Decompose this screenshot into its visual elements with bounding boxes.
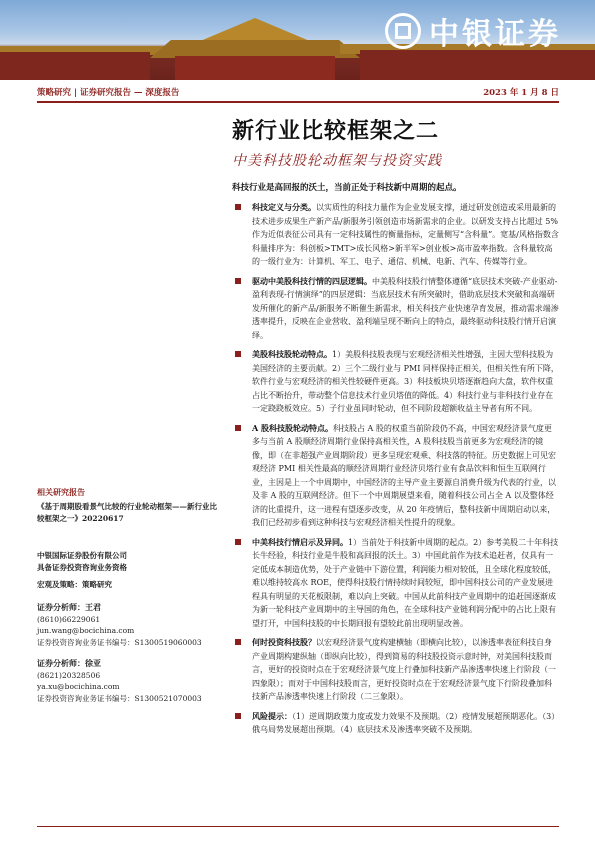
bullet-square-icon [235,351,241,357]
bullet-square-icon [235,539,241,545]
related-research [37,487,217,524]
related-heading: 相关研究报告 [37,487,85,497]
lead-summary: 科技行业是高回报的沃土，当前正处于科技新中周期的起点。 [232,183,462,193]
company-license: 具备证券投资咨询业务资格 [37,562,127,572]
bank-logo-icon [385,13,421,49]
analyst-cert: 证券投资咨询业务证书编号：S1300521070003 [37,693,202,703]
meta-divider [37,101,559,103]
bullet-item: 风险提示：（1）逆周期政策力度或发力效果不及预期。（2）疫情发展超预期恶化。（3）俄乌局势发展超出预期。（4）底层技术及渗透率突破不及预期。 [232,710,559,737]
banner-wall-left [0,52,150,80]
analyst-email[interactable]: ya.xu@bocichina.com [37,682,120,691]
header-banner [0,0,595,80]
brand-logo [385,8,595,54]
sector-label: 宏观及策略：策略研究 [37,580,112,589]
bullet-square-icon [235,713,241,719]
banner-wall-right [360,50,595,80]
summary-bullets [232,201,559,743]
company-name: 中银国际证券股份有限公司 [37,551,127,560]
bullet-square-icon [235,204,241,210]
analyst-card [37,658,217,704]
page-subtitle: 中美科技股轮动框架与投资实践 [232,153,442,169]
bullet-item: 科技定义与分类。以实质性的科技力量作为企业发展支撑，通过研发创造或采用最新的技术进步成果生产新产品/新服务引领创造市场新需求的企业。以研发支持占比超过 5%作为近似表征公司具有一定科技属性的衡量指标，定量侧写“含科量”。宽基/风格指数含科量排序为：科创板>TMT>成长风格>新半军>创业板>高市盈率指数。含科量较高的一级行业为：计算机、军工、电子、通信、机械、电新、汽车、传媒等行业。 [232,201,559,269]
banner-hall [175,56,335,80]
page-title: 新行业比较框架之二 [232,118,440,144]
bullet-square-icon [235,278,241,284]
analyst-name: 证券分析师：王君 [37,602,101,612]
analyst-email[interactable]: jun.wang@bocichina.com [37,626,135,635]
brand-name: 中银证券 [429,17,561,52]
bullet-item: 驱动中美股科技行情的四层逻辑。中美股科技股行情整体遵循“底层技术突破-产业驱动-盈利表现-行情演绎”的四层逻辑：当底层技术有所突破时，借助底层技术突破和高端研发所催化的新产品/新服务不断催生新需求，相关科技产业快速孕育发展，推动需求端渗透率提升，反映在企业营收、盈利端呈现不断向上的特点，最终驱动科技股行情开启演绎。 [232,275,559,343]
footer-divider [37,826,559,827]
bullet-item: A 股科技股轮动特点。科技股占 A 股的权重当前阶段仍不高，中国宏观经济景气度更多与当前 A 股顺经济周期行业保持高相关性，A 股科技股当前更多为宏观经济的镜像，即（在非超强产业周期阶段）更多呈现宏观乘、科技落的特征。历史数据上可见宏观经济 PMI 相关性最高的顺经济周期行业经济贝塔行业有食品饮料和恒生互联网行业，主因是上一个中周期中，中国经济的主导产业主要源自消费升级为代表的行业，以及非 A 股的互联网经济。但下一个中周期展望来看，随着科技公司占全 A 以及整体经济的比重提升，这一进程有望逐步改变，从 20 年疫情后，整科技新中周期启动以来，我们已经初步看到这种科技与宏观经济相关性提升的现象。 [232,422,559,530]
bullet-square-icon [235,639,241,645]
bullet-item: 美股科技股轮动特点。1）美股科技股表现与宏观经济相关性增强，主因大型科技股为美国经济的主要贡献。2）三个二级行业与 PMI 同样保持正相关，但相关性有所下降，软件行业与宏观经济的相关性较硬件更高。3）科技板块贝塔逐渐趋向大盘，软件权重占比不断抬升，带动整个信息技术行业贝塔值的降低。4）科技行业与非科技行业存在一定跷跷板效应。5）子行业虽同时轮动，但不同阶段超额收益主导者有所不同。 [232,348,559,416]
meta-bar [37,84,559,100]
analyst-phone: (8621)20328506 [37,670,101,680]
bullet-item: 中美科技行情启示及异同。1）当前处于科技新中周期的起点。2）参考美股二十年科技长牛经验，科技行业是牛股和高回报的沃土。3）中国此前作为技术追赶者，仅具有一定低成本制造优势，处于产业链中下游位置，利润能力相对较低，且全球化程度较低，难以维持较高水 ROE，使得科技股行情持续时间较短，即中国科技公司的产业发展进程具有明显的天花板限制，难以向上突破。中国从此前科技产业周期中的追赶国逐渐成为新一轮科技产业周期中的主导国的角色，在全球科技产业链利润分配中的占比上限有望打开，中国科技股的中长期回报有望较此前出现明显改善。 [232,536,559,631]
analyst-cert: 证券投资咨询业务证书编号：S1300519060003 [37,637,202,647]
company-info [37,550,217,591]
analyst-name: 证券分析师：徐亚 [37,658,101,668]
report-category: 策略研究 | 证券研究报告 — 深度报告 [37,88,180,98]
related-link[interactable]: 《基于周期股看景气比较的行业轮动框架——新行业比较框架之一》20220617 [37,502,217,523]
report-date: 2023 年 1 月 8 日 [483,88,559,98]
bullet-square-icon [235,425,241,431]
bullet-item: 何时投资科技股？以宏观经济景气度构建横轴（即横向比较），以渗透率表征科技自身产业周期构建纵轴（即纵向比较），得到简易的科技股投资示意时钟，对美国科技股而言，更好的投资时点在于宏观经济景气度上行叠加科技新产品渗透率快速上行阶段（一四象限）；而对于中国科技股而言，更好投资时点在于宏观经济景气度下行阶段叠加科技新产品渗透率快速上行阶段（二三象限）。 [232,636,559,704]
analyst-card [37,602,217,648]
analyst-phone: (8610)66229061 [37,614,101,624]
